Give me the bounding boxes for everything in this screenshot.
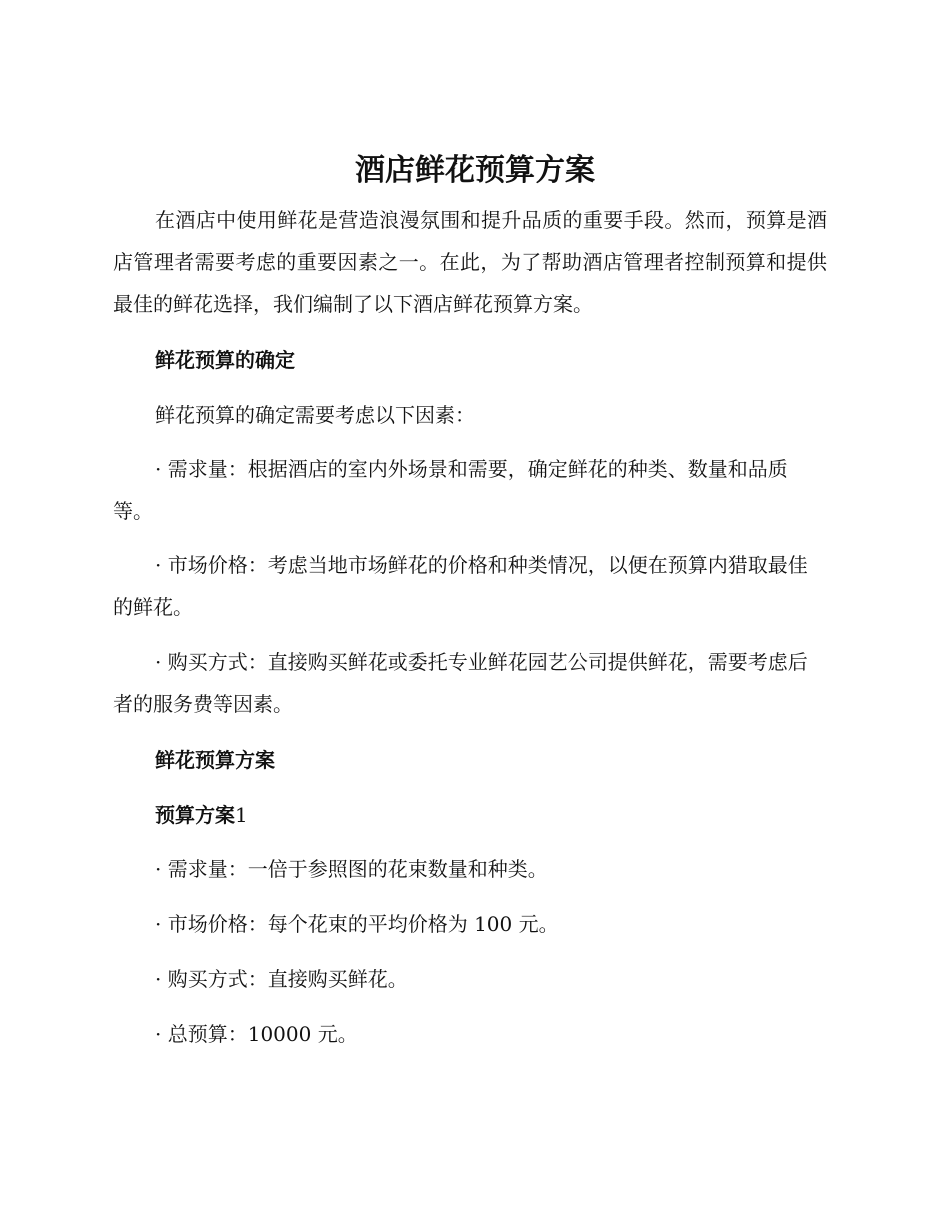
document-title: 酒店鲜花预算方案: [355, 153, 595, 188]
plan1-item-total-budget: · 总预算：10000 元。: [155, 1022, 358, 1046]
section-lead-text: 鲜花预算的确定需要考虑以下因素：: [155, 403, 475, 427]
intro-paragraph: 在酒店中使用鲜花是营造浪漫氛围和提升品质的重要手段。然而，预算是酒店管理者需要考虑的重要因素之一。在此，为了帮助酒店管理者控制预算和提供最佳的鲜花选择，我们编制了以下酒店鲜花预算方案。: [113, 208, 827, 316]
section-heading-budget-determination: 鲜花预算的确定: [155, 348, 295, 372]
plan1-item-demand: · 需求量：一倍于参照图的花束数量和种类。: [155, 857, 548, 881]
list-item-demand: · 需求量：根据酒店的室内外场景和需要，确定鲜花的种类、数量和品质等。: [113, 457, 788, 523]
list-item-market-price: · 市场价格：考虑当地市场鲜花的价格和种类情况，以便在预算内猎取最佳的鲜花。: [113, 553, 808, 619]
plan1-item-market-price: · 市场价格：每个花束的平均价格为 100 元。: [155, 912, 559, 936]
plan-heading-text: 预算方案: [155, 803, 235, 827]
list-item-purchase-method: · 购买方式：直接购买鲜花或委托专业鲜花园艺公司提供鲜花，需要考虑后者的服务费等因素。: [113, 650, 808, 716]
subsection-heading-plan-1: [155, 794, 248, 836]
plan-heading-number: 1: [235, 803, 248, 827]
section-heading-budget-plan: 鲜花预算方案: [155, 748, 275, 772]
plan1-item-purchase-method: · 购买方式：直接购买鲜花。: [155, 967, 408, 991]
